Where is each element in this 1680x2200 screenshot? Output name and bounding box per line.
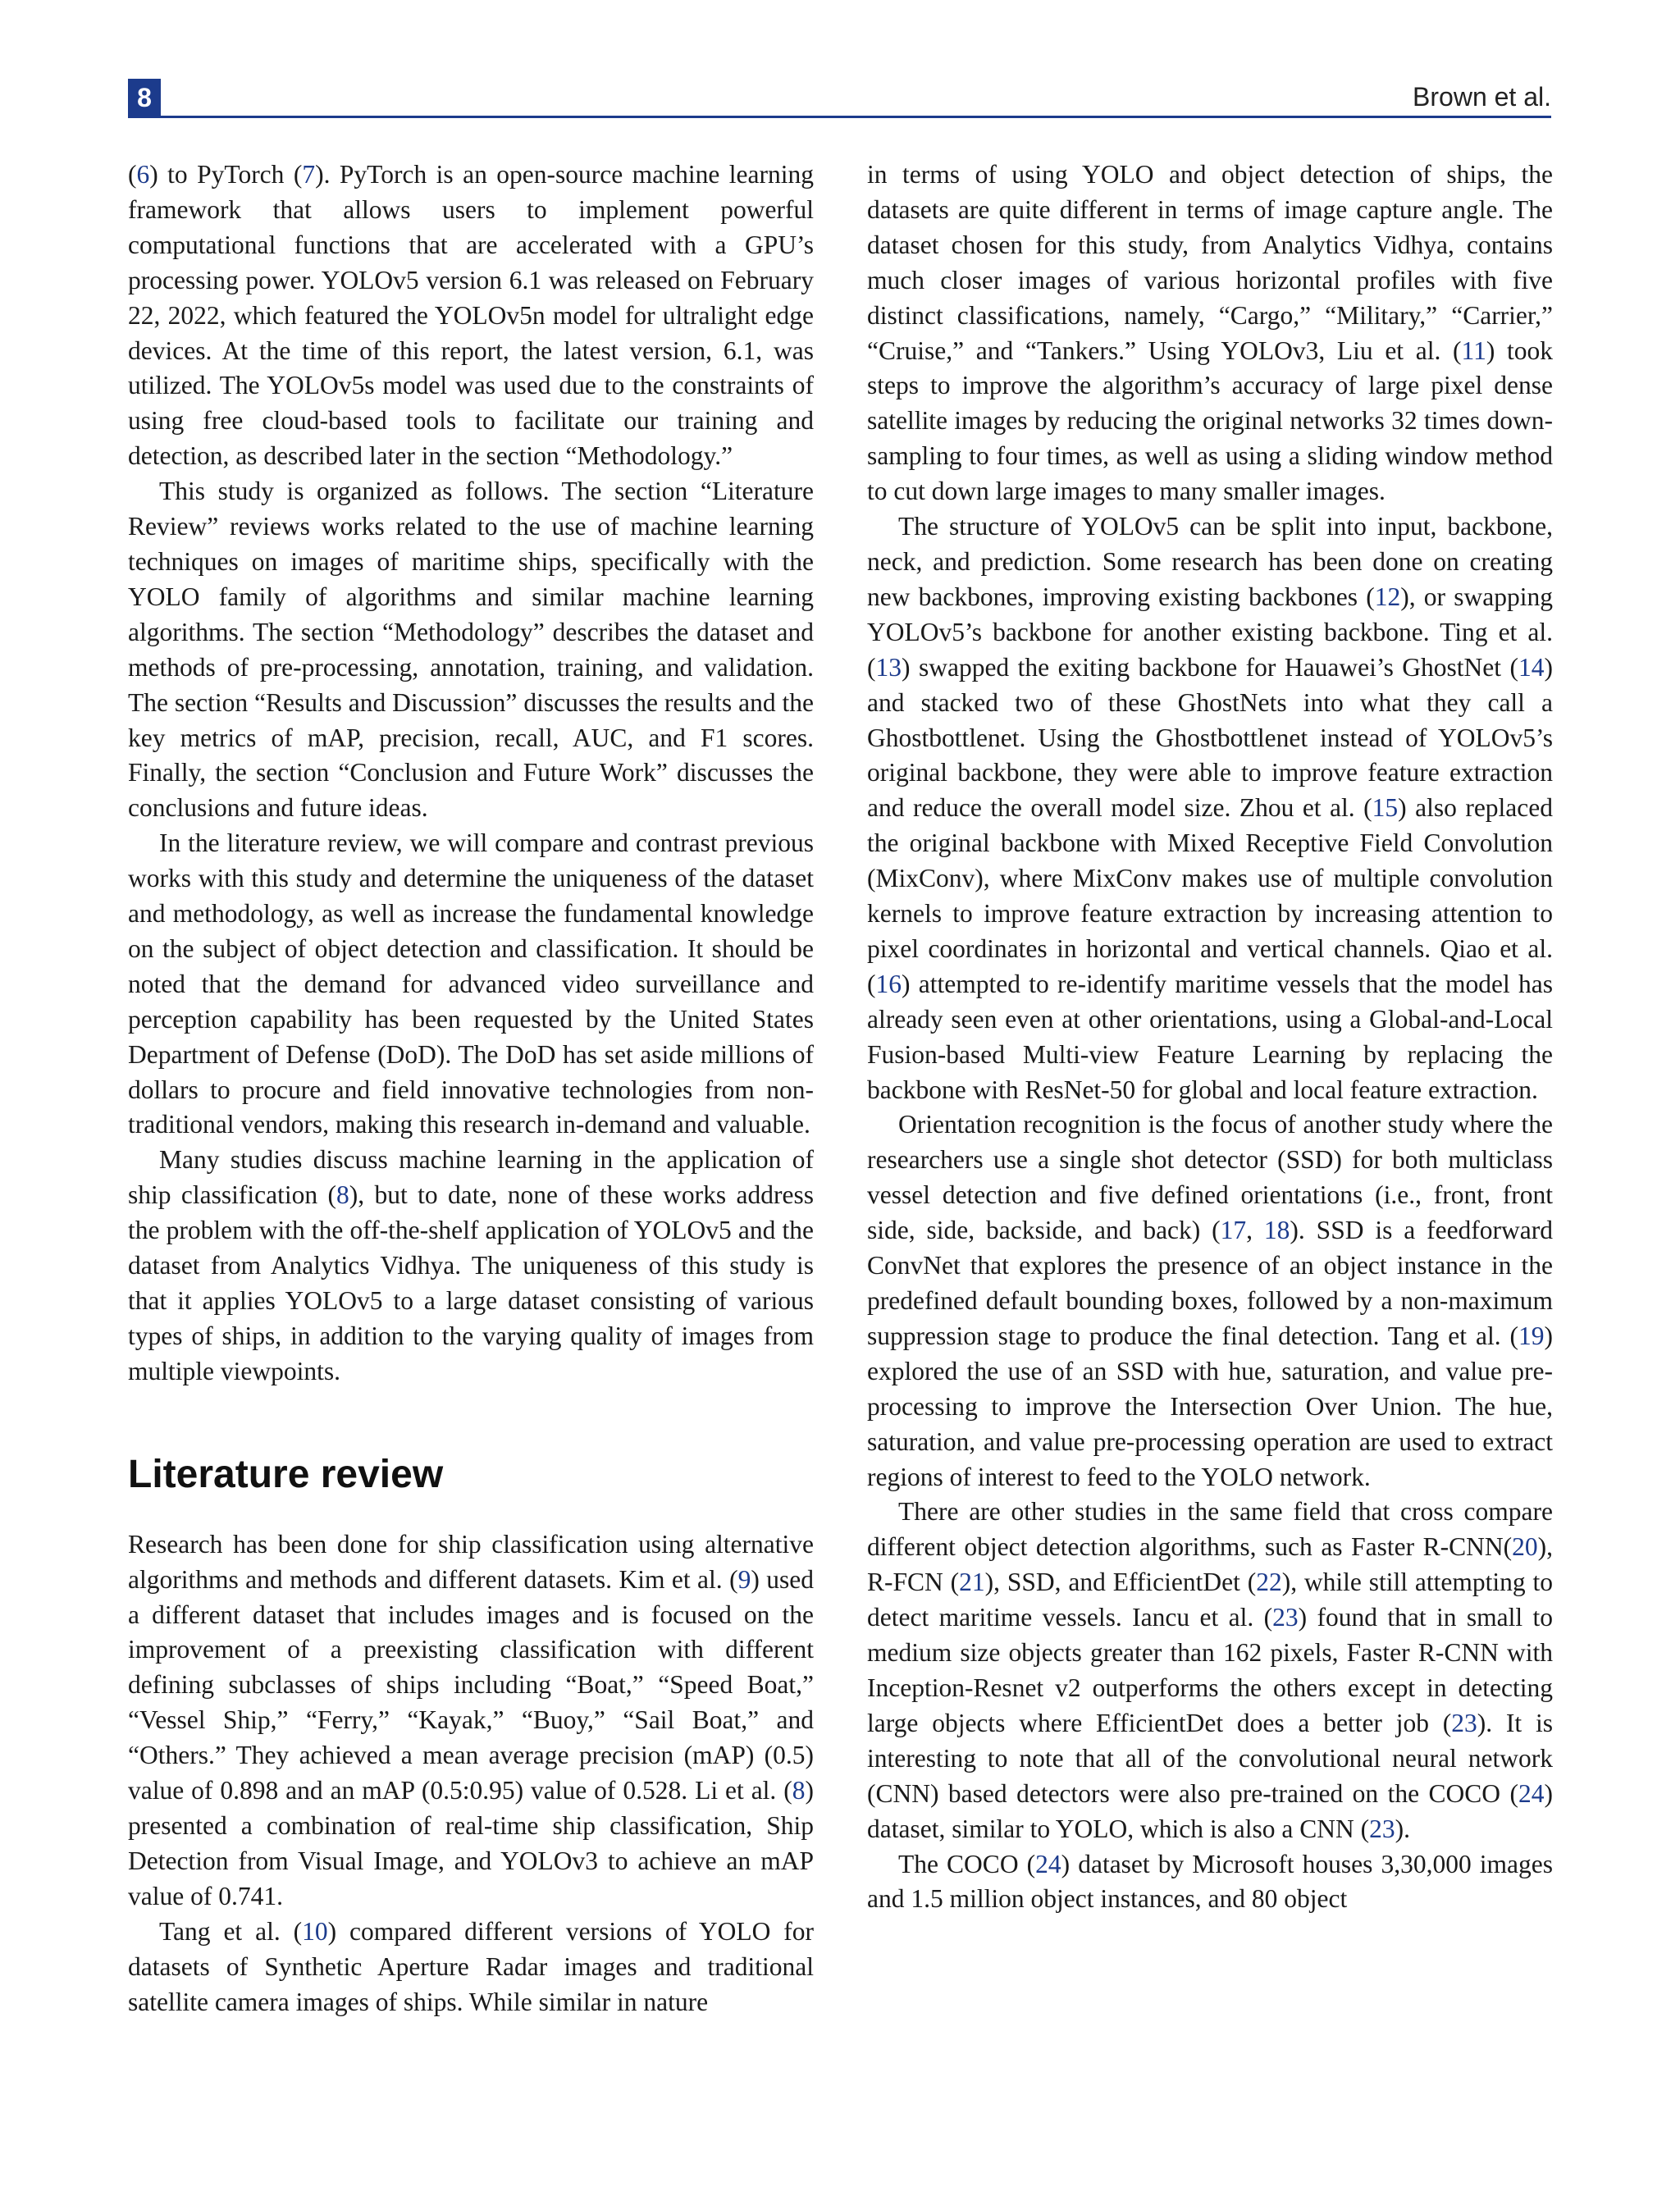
- citation-link[interactable]: 20: [1512, 1532, 1538, 1562]
- paragraph: [128, 826, 814, 1143]
- citation-link[interactable]: 15: [1372, 793, 1399, 823]
- citation-link[interactable]: 24: [1035, 1849, 1061, 1878]
- text-run: ).: [1395, 1814, 1410, 1843]
- text-run: ). PyTorch is an open-source machine learning framework that allows users to implement powerful computational functions that are accelerated with a GPU’s processing power. YOLOv5 version 6.1 was released on February 22, 2022, which featured the YOLOv5n model for ultralight edge devices. At the time of this report, the latest version, 6.1, was utilized. The YOLOv5s model was used due to the constraints of using free cloud-based tools to facilitate our training and detection, as described later in the section “Methodology.”: [128, 160, 814, 471]
- citation-link[interactable]: 23: [1272, 1603, 1299, 1632]
- running-author: Brown et al.: [1413, 82, 1551, 112]
- citation-link[interactable]: 24: [1518, 1778, 1545, 1808]
- text-run: Many studies discuss machine learning in the application of ship classification (: [128, 1145, 814, 1210]
- text-run: ) compared different versions of YOLO for datasets of Synthetic Aperture Radar images and traditional satellite camera images of ships. While similar in nature: [128, 1916, 814, 2016]
- citation-link[interactable]: 13: [875, 652, 902, 682]
- paragraph: [128, 474, 814, 826]
- text-run: The COCO (: [898, 1849, 1036, 1878]
- left-column: [128, 157, 814, 2020]
- text-run: ), or swapping YOLOv5’s backbone for another existing backbone. Ting et al. (: [867, 582, 1553, 682]
- paragraph: [867, 1495, 1553, 1846]
- text-run: The structure of YOLOv5 can be split into input, backbone, neck, and prediction. Some research has been done on creating new backbones, improving existing backbones (: [867, 512, 1553, 611]
- text-run: Orientation recognition is the focus of another study where the researchers use a single shot detector (SSD) for both multiclass vessel detection and five defined orientations (i.e., front, front side, side, backside, and back) (: [867, 1110, 1553, 1245]
- right-column: [867, 157, 1553, 1917]
- citation-link[interactable]: 6: [136, 160, 150, 189]
- paragraph: [128, 1143, 814, 1389]
- header-rule: [128, 116, 1551, 118]
- text-run: ) dataset, similar to YOLO, which is also a CNN (: [867, 1778, 1553, 1843]
- citation-link[interactable]: 12: [1374, 582, 1401, 611]
- text-run: ) swapped the exiting backbone for Hauawei’s GhostNet (: [902, 652, 1518, 682]
- text-run: ), while still attempting to detect maritime vessels. Iancu et al. (: [867, 1568, 1553, 1632]
- citation-link[interactable]: 8: [336, 1180, 349, 1210]
- paragraph: [128, 1527, 814, 1915]
- section-heading: Literature review: [128, 1452, 444, 1496]
- paragraph: [128, 157, 814, 474]
- text-run: in terms of using YOLO and object detection of ships, the datasets are quite different in terms of image capture angle. The dataset chosen for this study, from Analytics Vidhya, contains much closer images of various horizontal profiles with five distinct classifications, namely, “Cargo,” “Military,” “Carrier,” “Cruise,” and “Tankers.” Using YOLOv3, Liu et al. (: [867, 160, 1553, 365]
- text-run: (: [128, 160, 137, 189]
- text-run: ) and stacked two of these GhostNets into what they call a Ghostbottlenet. Using the Ghostbottlenet instead of YOLOv5’s original backbone, they were able to improve feature extraction and reduce the overall model size. Zhou et al. (: [867, 652, 1553, 823]
- text-run: This study is organized as follows. The section “Literature Review” reviews works related to the use of machine learning techniques on images of maritime ships, specifically with the YOLO family of algorithms and similar machine learning algorithms. The section “Methodology” describes the dataset and methods of pre-processing, annotation, training, and validation. The section “Results and Discussion” discusses the results and the key metrics of mAP, precision, recall, AUC, and F1 scores. Finally, the section “Conclusion and Future Work” discusses the conclusions and future ideas.: [128, 477, 814, 823]
- citation-link[interactable]: 18: [1263, 1216, 1290, 1245]
- citation-link[interactable]: 21: [959, 1568, 985, 1597]
- text-run: ). It is interesting to note that all of the convolutional neural network (CNN) based detectors were also pre-trained on the COCO (: [867, 1708, 1553, 1808]
- paragraph: [128, 1915, 814, 2020]
- citation-link[interactable]: 23: [1369, 1814, 1395, 1843]
- text-run: ), but to date, none of these works address the problem with the off-the-shelf application of YOLOv5 and the dataset from Analytics Vidhya. The uniqueness of this study is that it applies YOLOv5 to a large dataset consisting of various types of ships, in addition to the varying quality of images from multiple viewpoints.: [128, 1180, 814, 1385]
- text-run: ,: [1246, 1216, 1264, 1245]
- text-run: In the literature review, we will compare and contrast previous works with this study and determine the uniqueness of the dataset and methodology, as well as increase the fundamental knowledge on the subject of object detection and classification. It should be noted that the demand for advanced video surveillance and perception capability has been requested by the United States Department of Defense (DoD). The DoD has set aside millions of dollars to procure and field innovative technologies from non-traditional vendors, making this research in-demand and valuable.: [128, 828, 814, 1139]
- paragraph: [867, 1847, 1553, 1918]
- citation-link[interactable]: 19: [1518, 1321, 1545, 1350]
- citation-link[interactable]: 10: [302, 1916, 328, 1946]
- paragraph: [867, 509, 1553, 1107]
- text-run: Research has been done for ship classification using alternative algorithms and methods and different datasets. Kim et al. (: [128, 1529, 814, 1594]
- text-run: ) attempted to re-identify maritime vessels that the model has already seen even at other orientations, using a Global-and-Local Fusion-based Multi-view Feature Learning by replacing the backbone with ResNet-50 for global and local feature extraction.: [867, 969, 1553, 1104]
- text-run: Tang et al. (: [159, 1916, 303, 1946]
- text-run: ) to PyTorch (: [149, 160, 303, 189]
- citation-link[interactable]: 17: [1220, 1216, 1247, 1245]
- citation-link[interactable]: 7: [302, 160, 316, 189]
- text-run: ) explored the use of an SSD with hue, saturation, and value pre-processing to improve the Intersection Over Union. The hue, saturation, and value pre-processing operation are used to extract regions of interest to feed to the YOLO network.: [867, 1321, 1553, 1491]
- text-run: ) took steps to improve the algorithm’s accuracy of large pixel dense satellite images by reducing the original networks 32 times down-sampling to four times, as well as using a sliding window method to cut down large images to many smaller images.: [867, 335, 1553, 506]
- citation-link[interactable]: 11: [1461, 335, 1486, 365]
- text-run: ). SSD is a feedforward ConvNet that explores the presence of an object instance in the predefined default bounding boxes, followed by a non-maximum suppression stage to produce the final detection. Tang et al. (: [867, 1216, 1553, 1350]
- citation-link[interactable]: 22: [1256, 1568, 1282, 1597]
- citation-link[interactable]: 16: [875, 969, 902, 998]
- text-run: ) presented a combination of real-time ship classification, Ship Detection from Visual Image, and YOLOv3 to achieve an mAP value of 0.741.: [128, 1776, 814, 1910]
- citation-link[interactable]: 9: [737, 1564, 751, 1594]
- citation-link[interactable]: 8: [792, 1776, 806, 1805]
- text-run: ) used a different dataset that includes images and is focused on the improvement of a preexisting classification with different defining subclasses of ships including “Boat,” “Speed Boat,” “Vessel Ship,” “Ferry,” “Kayak,” “Buoy,” “Sail Boat,” and “Others.” They achieved a mean average precision (mAP) (0.5) value of 0.898 and an mAP (0.5:0.95) value of 0.528. Li et al. (: [128, 1564, 815, 1805]
- text-run: ), SSD, and EfficientDet (: [984, 1568, 1257, 1597]
- text-run: ), R-FCN (: [867, 1532, 1553, 1597]
- text-run: ) found that in small to medium size objects greater than 162 pixels, Faster R-CNN with Inception-Resnet v2 outperforms the others except in detecting large objects where EfficientDet does a better job (: [867, 1603, 1553, 1737]
- text-run: ) also replaced the original backbone with Mixed Receptive Field Convolution (MixConv), where MixConv makes use of multiple convolution kernels to improve feature extraction by increasing attention to pixel coordinates in horizontal and vertical channels. Qiao et al. (: [867, 793, 1553, 998]
- text-run: ) dataset by Microsoft houses 3,30,000 images and 1.5 million object instances, and 80 object: [867, 1849, 1553, 1914]
- citation-link[interactable]: 23: [1451, 1708, 1477, 1737]
- paragraph: [867, 157, 1553, 509]
- citation-link[interactable]: 14: [1518, 652, 1545, 682]
- paragraph: [867, 1107, 1553, 1495]
- text-run: There are other studies in the same field that cross compare different object detection algorithms, such as Faster R-CNN(: [867, 1497, 1553, 1562]
- page-number: 8: [128, 79, 161, 116]
